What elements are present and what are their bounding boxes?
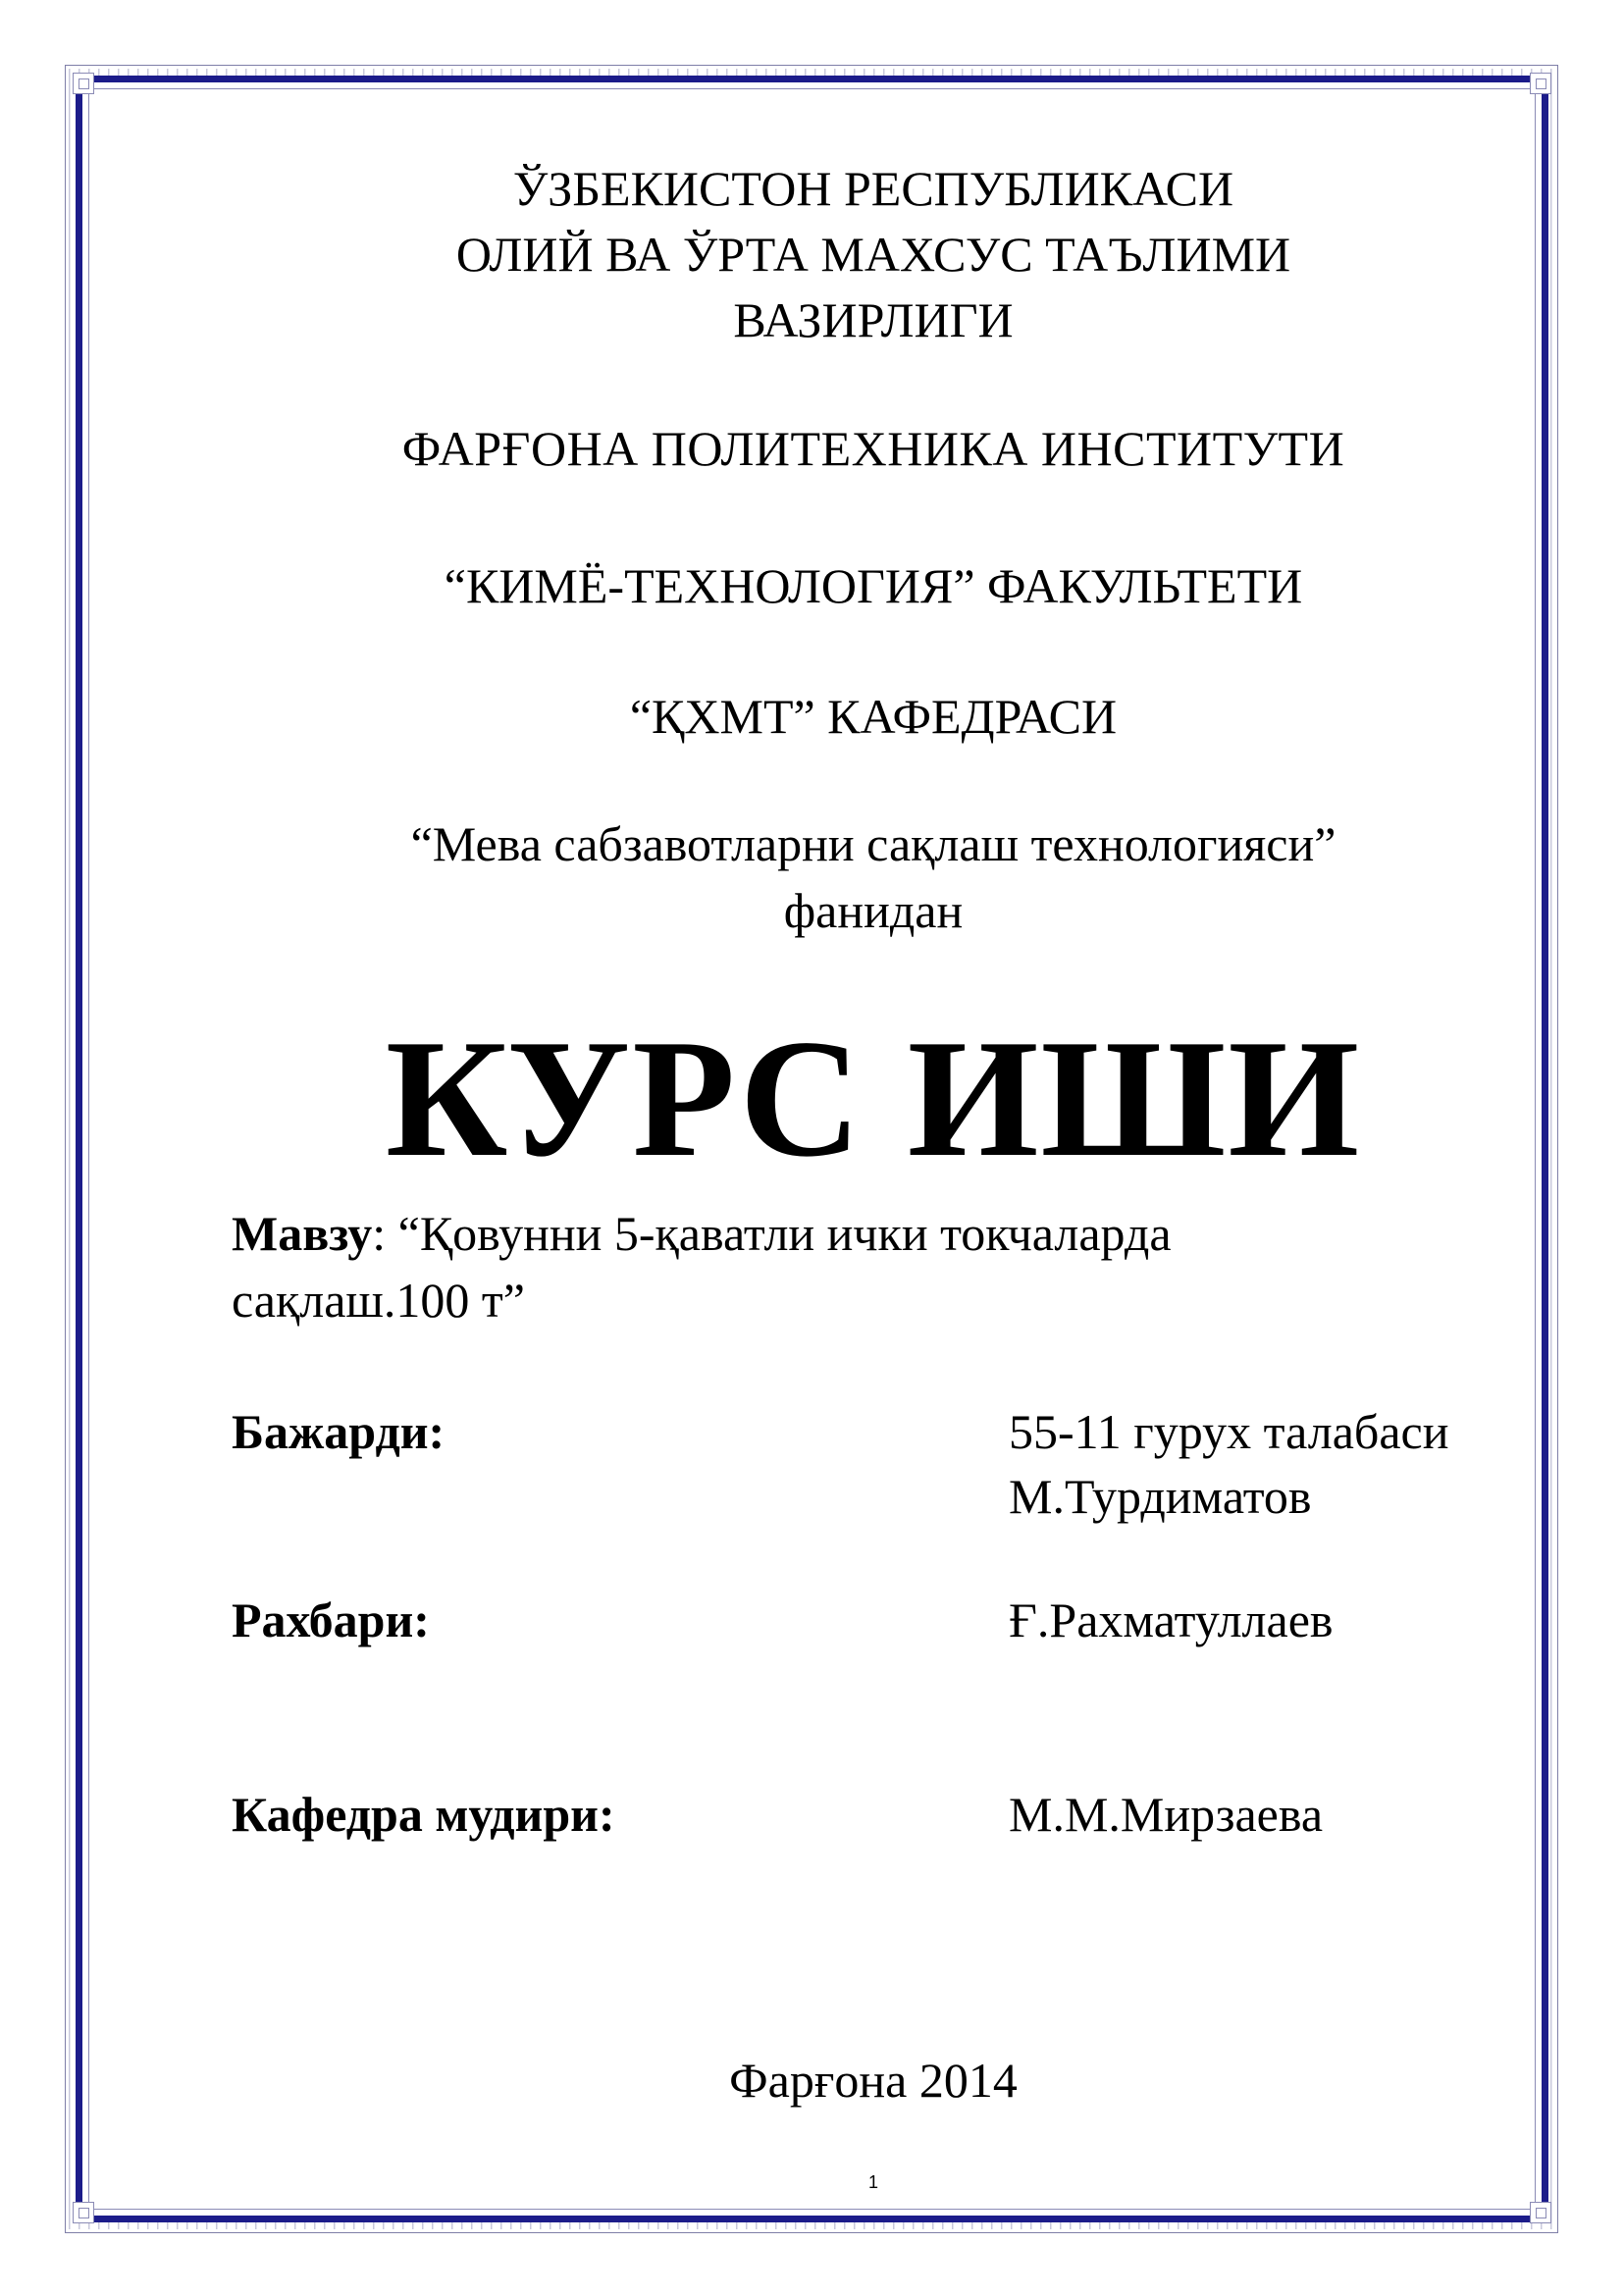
topic-text-line2: сақлаш.100 т” bbox=[232, 1273, 525, 1328]
subject-line1: “Мева сабзавотларни сақлаш технологияси” bbox=[410, 816, 1336, 871]
performed-by-name: М.Турдиматов bbox=[1009, 1469, 1312, 1524]
ministry-heading-line2: ВАЗИРЛИГИ bbox=[733, 292, 1014, 347]
page-number: 1 bbox=[867, 2172, 878, 2192]
subject-line2: фанидан bbox=[783, 883, 964, 938]
institute-heading: ФАРҒОНА ПОЛИТЕХНИКА ИНСТИТУТИ bbox=[401, 421, 1345, 476]
document-title: КУРС ИШИ bbox=[385, 1006, 1362, 1192]
topic-text-line1: : “Қовунни 5-қаватли ички токчаларда bbox=[372, 1206, 1172, 1261]
supervisor-name: Ғ.Рахматуллаев bbox=[1009, 1592, 1334, 1647]
topic-row1 bbox=[232, 1206, 1172, 1261]
department-head-name: М.М.Мирзаева bbox=[1009, 1787, 1324, 1842]
city-year: Фарғона 2014 bbox=[729, 2053, 1018, 2108]
topic-label: Мавзу bbox=[232, 1206, 373, 1261]
performed-by-label: Бажарди: bbox=[232, 1404, 445, 1459]
country-heading: ЎЗБЕКИСТОН РЕСПУБЛИКАСИ bbox=[512, 161, 1234, 216]
topic-block bbox=[232, 1200, 1507, 1333]
department-head-label: Кафедра мудири: bbox=[232, 1787, 615, 1842]
performed-by-group: 55-11 гурух талабаси bbox=[1009, 1404, 1449, 1459]
department-heading: “ҚХМТ” КАФЕДРАСИ bbox=[629, 689, 1118, 744]
faculty-heading: “КИМЁ-ТЕХНОЛОГИЯ” ФАКУЛЬТЕТИ bbox=[444, 558, 1303, 613]
ministry-heading-line1: ОЛИЙ ВА ЎРТА МАХСУС ТАЪЛИМИ bbox=[455, 227, 1291, 282]
supervisor-label: Рахбари: bbox=[232, 1592, 430, 1647]
